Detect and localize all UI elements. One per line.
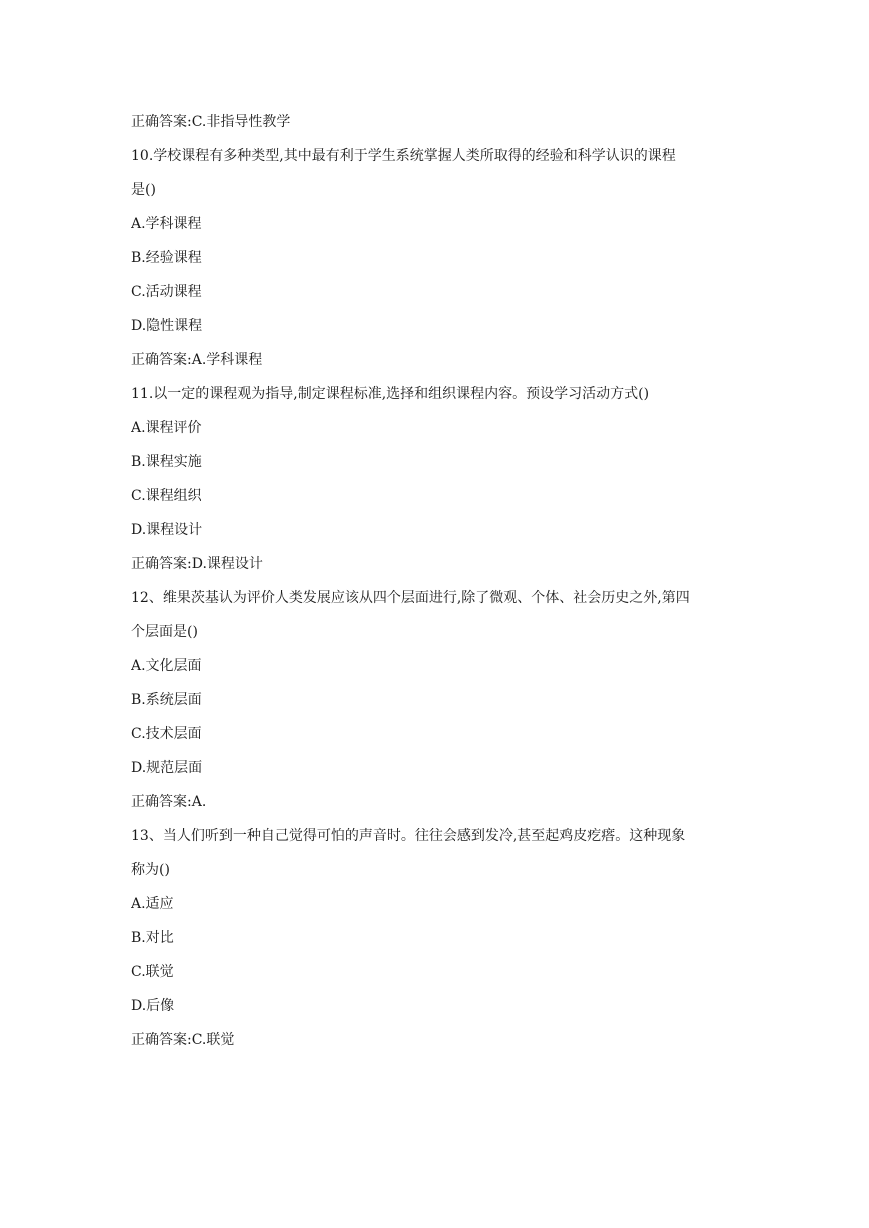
question-10-option-b: B.经验课程	[131, 250, 202, 266]
document-body	[131, 108, 751, 1060]
question-13-option-c: C.联觉	[131, 964, 174, 980]
question-10-option-a: A.学科课程	[131, 216, 202, 232]
question-13-option-a: A.适应	[131, 896, 174, 912]
answer-line-q10: 正确答案:A.学科课程	[131, 352, 263, 368]
question-13-text-cont: 称为()	[131, 862, 170, 878]
answer-line-q11: 正确答案:D.课程设计	[131, 556, 263, 572]
question-13-option-d: D.后像	[131, 998, 175, 1014]
question-12-option-c: C.技术层面	[131, 726, 202, 742]
question-13-text: 13、当人们听到一种自己觉得可怕的声音时。往往会感到发冷,甚至起鸡皮疙瘩。这种现象	[131, 828, 686, 844]
question-12-option-d: D.规范层面	[131, 760, 203, 776]
answer-line-q12: 正确答案:A.	[131, 794, 207, 810]
question-12-text: 12、维果茨基认为评价人类发展应该从四个层面进行,除了微观、个体、社会历史之外,第四	[131, 590, 690, 606]
question-11-option-d: D.课程设计	[131, 522, 203, 538]
question-12-text-cont: 个层面是()	[131, 624, 198, 640]
question-10-text: 10.学校课程有多种类型,其中最有利于学生系统掌握人类所取得的经验和科学认识的课程	[131, 148, 676, 164]
question-13-option-b: B.对比	[131, 930, 174, 946]
question-11-option-b: B.课程实施	[131, 454, 202, 470]
question-10-option-d: D.隐性课程	[131, 318, 203, 334]
question-10-option-c: C.活动课程	[131, 284, 202, 300]
question-12-option-a: A.文化层面	[131, 658, 202, 674]
question-12-option-b: B.系统层面	[131, 692, 202, 708]
answer-line-q13: 正确答案:C.联觉	[131, 1032, 235, 1048]
question-10-text-cont: 是()	[131, 182, 156, 198]
question-11-text: 11.以一定的课程观为指导,制定课程标准,选择和组织课程内容。预设学习活动方式()	[131, 386, 650, 402]
question-11-option-c: C.课程组织	[131, 488, 202, 504]
answer-line-q9: 正确答案:C.非指导性教学	[131, 114, 291, 130]
question-11-option-a: A.课程评价	[131, 420, 202, 436]
